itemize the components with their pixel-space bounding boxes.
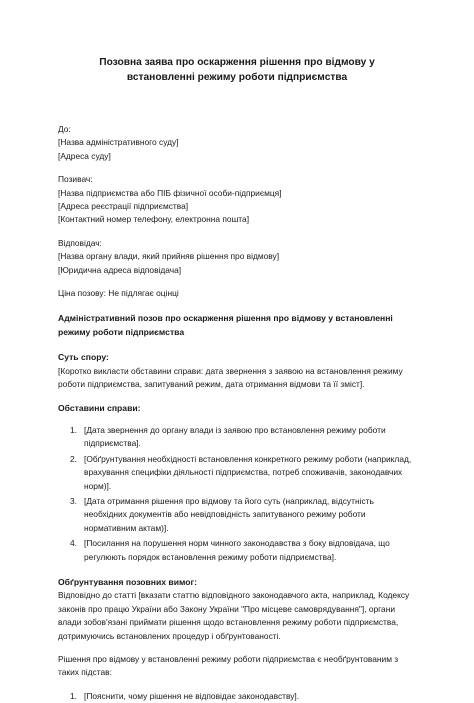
grounds-text-2: Рішення про відмову у встановленні режиму роботи підприємства є необґрунтованим з таких підстав: bbox=[58, 654, 399, 678]
claim-price: Ціна позову: Не підлягає оцінці bbox=[58, 288, 179, 299]
list-item-text: [Обґрунтування необхідності встановлення конкретного режиму роботи (наприклад, врахування специфіки діяльності підприємства, потреб споживачів, законодавчих норм)]. bbox=[84, 453, 412, 491]
list-number: 1. bbox=[70, 690, 77, 701]
list-item-text: [Дата отримання рішення про відмову та його суть (наприклад, відсутність необхідних документів або невідповідність запитуваного режиму роботи нормативним актам)]. bbox=[84, 495, 374, 533]
circumstances-section bbox=[58, 402, 416, 564]
list-item bbox=[58, 453, 416, 493]
plaintiff-contacts: [Контактний номер телефону, електронна пошта] bbox=[58, 214, 250, 225]
list-item bbox=[58, 495, 416, 535]
essence-section bbox=[58, 351, 416, 391]
list-number: 4. bbox=[70, 538, 77, 549]
circumstances-heading: Обставини справи: bbox=[58, 402, 141, 413]
plaintiff-address: [Адреса реєстрації підприємства] bbox=[58, 201, 189, 212]
circumstances-list bbox=[58, 424, 416, 564]
list-item bbox=[58, 424, 416, 451]
essence-text: [Коротко викласти обставини справи: дата звернення з заявою на встановлення режиму роботи підприємства, запитуваний режим, дата отримання відмови та її зміст]. bbox=[58, 365, 403, 390]
defendant-name: [Назва органу влади, який прийняв рішення про відмову] bbox=[58, 251, 280, 262]
to-block bbox=[58, 123, 416, 163]
list-item bbox=[58, 537, 416, 564]
list-number: 1. bbox=[70, 424, 77, 435]
claim-title: Адміністративний позов про оскарження рішення про відмову у встановленні режиму роботи підприємства bbox=[58, 313, 393, 337]
document-title: Позовна заява про оскарження рішення про відмову у встановленні режиму роботи підприємства bbox=[99, 57, 375, 83]
list-number: 2. bbox=[70, 453, 77, 464]
plaintiff-label: Позивач: bbox=[58, 174, 93, 185]
grounds-text: Відповідно до статті [вказати статтю відповідного законодавчого акта, наприклад, Кодексу законів про працю України або Закону України "Про місцеве самоврядування"], органи влади зобов'язані приймати рішення щодо встановлення режиму роботи підприємства, дотримуючись встановлених процедур і обґрунтованості. bbox=[58, 590, 410, 641]
list-item-text: [Дата звернення до органу влади із заявою про встановлення режиму роботи підприємства]. bbox=[84, 424, 386, 449]
grounds-list bbox=[58, 690, 416, 703]
defendant-label: Відповідач: bbox=[58, 237, 102, 248]
defendant-address: [Юридична адреса відповідача] bbox=[58, 264, 182, 275]
grounds-heading: Обґрунтування позовних вимог: bbox=[58, 576, 197, 587]
list-item-text: [Посилання на порушення норм чинного законодавства з боку відповідача, що регулюють порядок встановлення режиму роботи підприємства]. bbox=[84, 538, 390, 562]
plaintiff-block bbox=[58, 173, 416, 227]
plaintiff-name: [Назва підприємства або ПІБ фізичної особи-підприємця] bbox=[58, 187, 282, 198]
essence-heading: Суть спору: bbox=[58, 352, 109, 363]
list-item bbox=[58, 690, 416, 703]
list-item-text: [Пояснити, чому рішення не відповідає законодавству]. bbox=[84, 690, 300, 701]
court-address: [Адреса суду] bbox=[58, 150, 111, 161]
grounds-section bbox=[58, 576, 416, 703]
defendant-block bbox=[58, 237, 416, 277]
list-number: 3. bbox=[70, 495, 77, 506]
claim-price-block bbox=[58, 287, 416, 300]
to-label: До: bbox=[58, 124, 71, 134]
court-name: [Назва адміністративного суду] bbox=[58, 137, 179, 148]
